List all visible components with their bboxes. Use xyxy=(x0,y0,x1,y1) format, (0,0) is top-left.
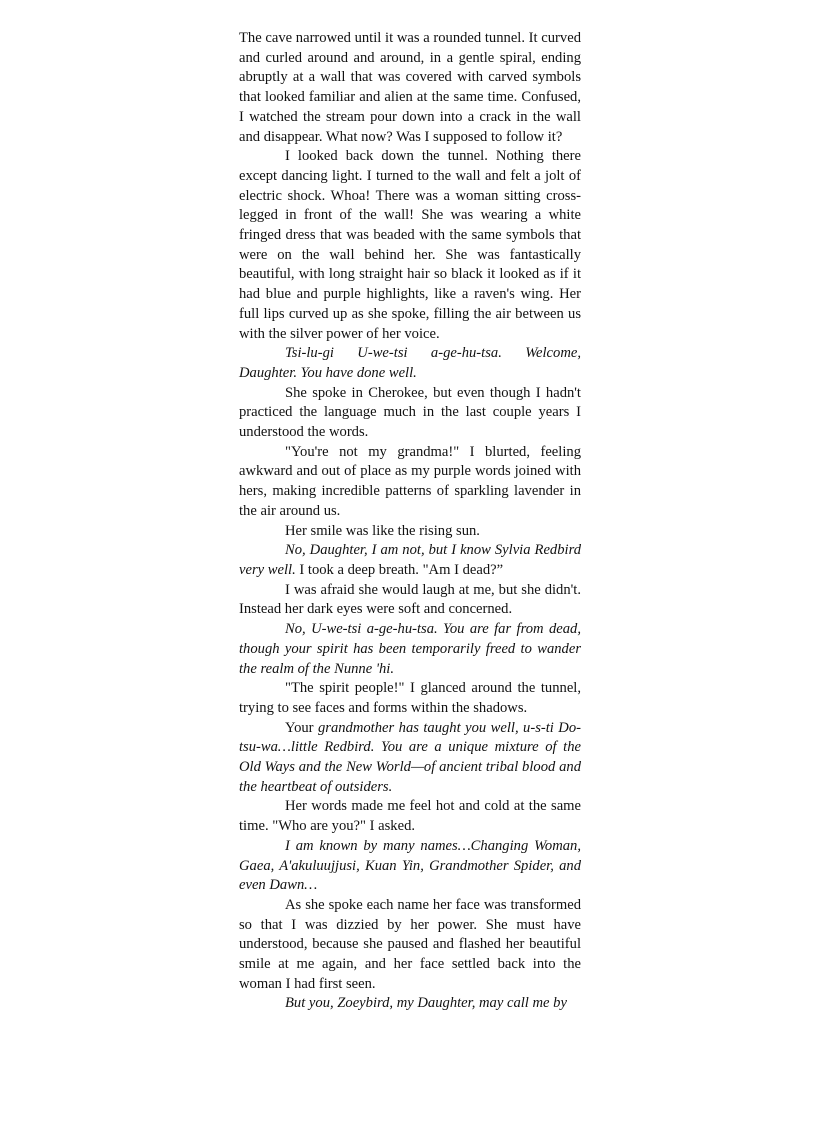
paragraph-1 xyxy=(239,29,581,147)
paragraph-14 xyxy=(239,896,581,995)
paragraph-text: She spoke in Cherokee, but even though I hadn't practiced the language much in the last couple years I understood the words. xyxy=(239,384,581,441)
paragraph-2 xyxy=(239,147,581,344)
paragraph-text: Your xyxy=(285,719,318,736)
paragraph-15 xyxy=(239,994,581,1014)
paragraph-text: I took a deep breath. "Am I dead?” xyxy=(295,561,504,578)
italic-text: Tsi-lu-gi U-we-tsi a-ge-hu-tsa. Welcome, Daughter. You have done well. xyxy=(239,345,581,381)
paragraph-13 xyxy=(239,837,581,896)
paragraph-9 xyxy=(239,620,581,679)
paragraph-7 xyxy=(239,541,581,580)
paragraph-5 xyxy=(239,443,581,522)
paragraph-10 xyxy=(239,679,581,718)
italic-text: I am known by many names…Changing Woman, Gaea, A'akuluujjusi, Kuan Yin, Grandmother Spider, and even Dawn… xyxy=(239,837,581,894)
paragraph-11 xyxy=(239,719,581,798)
paragraph-3 xyxy=(239,344,581,383)
paragraph-text: The cave narrowed until it was a rounded tunnel. It curved and curled around and around, in a gentle spiral, ending abruptly at a wall that was covered with carved symbols that looked familiar and alien at the same time. Confused, I watched the stream pour down into a crack in the wall and disappear. What now? Was I supposed to follow it? xyxy=(239,30,581,145)
paragraph-text: "You're not my grandma!" I blurted, feeling awkward and out of place as my purple words joined with hers, making incredible patterns of sparkling lavender in the air around us. xyxy=(239,443,581,519)
paragraph-text: As she spoke each name her face was transformed so that I was dizzied by her power. She must have understood, because she paused and flashed her beautiful smile at me again, and her face settled back into the woman I had first seen. xyxy=(239,896,581,992)
paragraph-6 xyxy=(239,522,581,542)
italic-text: But you, Zoeybird, my Daughter, may call me by xyxy=(285,995,567,1012)
paragraph-4 xyxy=(239,384,581,443)
italic-text: grandmother has taught you well, u-s-ti Do-tsu-wa…little Redbird. You are a unique mixture of the Old Ways and the New World—of ancient tribal blood and the heartbeat of outsiders. xyxy=(239,719,581,795)
paragraph-text: "The spirit people!" I glanced around the tunnel, trying to see faces and forms within the shadows. xyxy=(239,680,581,716)
paragraph-text: I was afraid she would laugh at me, but she didn't. Instead her dark eyes were soft and concerned. xyxy=(239,581,581,618)
paragraph-8 xyxy=(239,581,581,620)
italic-text: No, U-we-tsi a-ge-hu-tsa. You are far from dead, though your spirit has been temporarily freed to wander the realm of the Nunne 'hi. xyxy=(239,621,581,677)
book-page xyxy=(239,29,581,1014)
paragraph-12 xyxy=(239,797,581,836)
paragraph-text: Her words made me feel hot and cold at the same time. "Who are you?" I asked. xyxy=(239,798,581,835)
paragraph-text: I looked back down the tunnel. Nothing there except dancing light. I turned to the wall and felt a jolt of electric shock. Whoa! There was a woman sitting cross-legged in front of the wall! She was wearing a white fringed dress that was beaded with the same symbols that were on the wall behind her. She was fantastically beautiful, with long straight hair so black it looked as if it had blue and purple highlights, like a raven's wing. Her full lips curved up as she spoke, filling the air between us with the silver power of her voice. xyxy=(239,148,581,342)
italic-text: No, Daughter, I am not, but I know Sylvia Redbird very well. xyxy=(239,542,581,578)
paragraph-text: Her smile was like the rising sun. xyxy=(285,522,480,539)
